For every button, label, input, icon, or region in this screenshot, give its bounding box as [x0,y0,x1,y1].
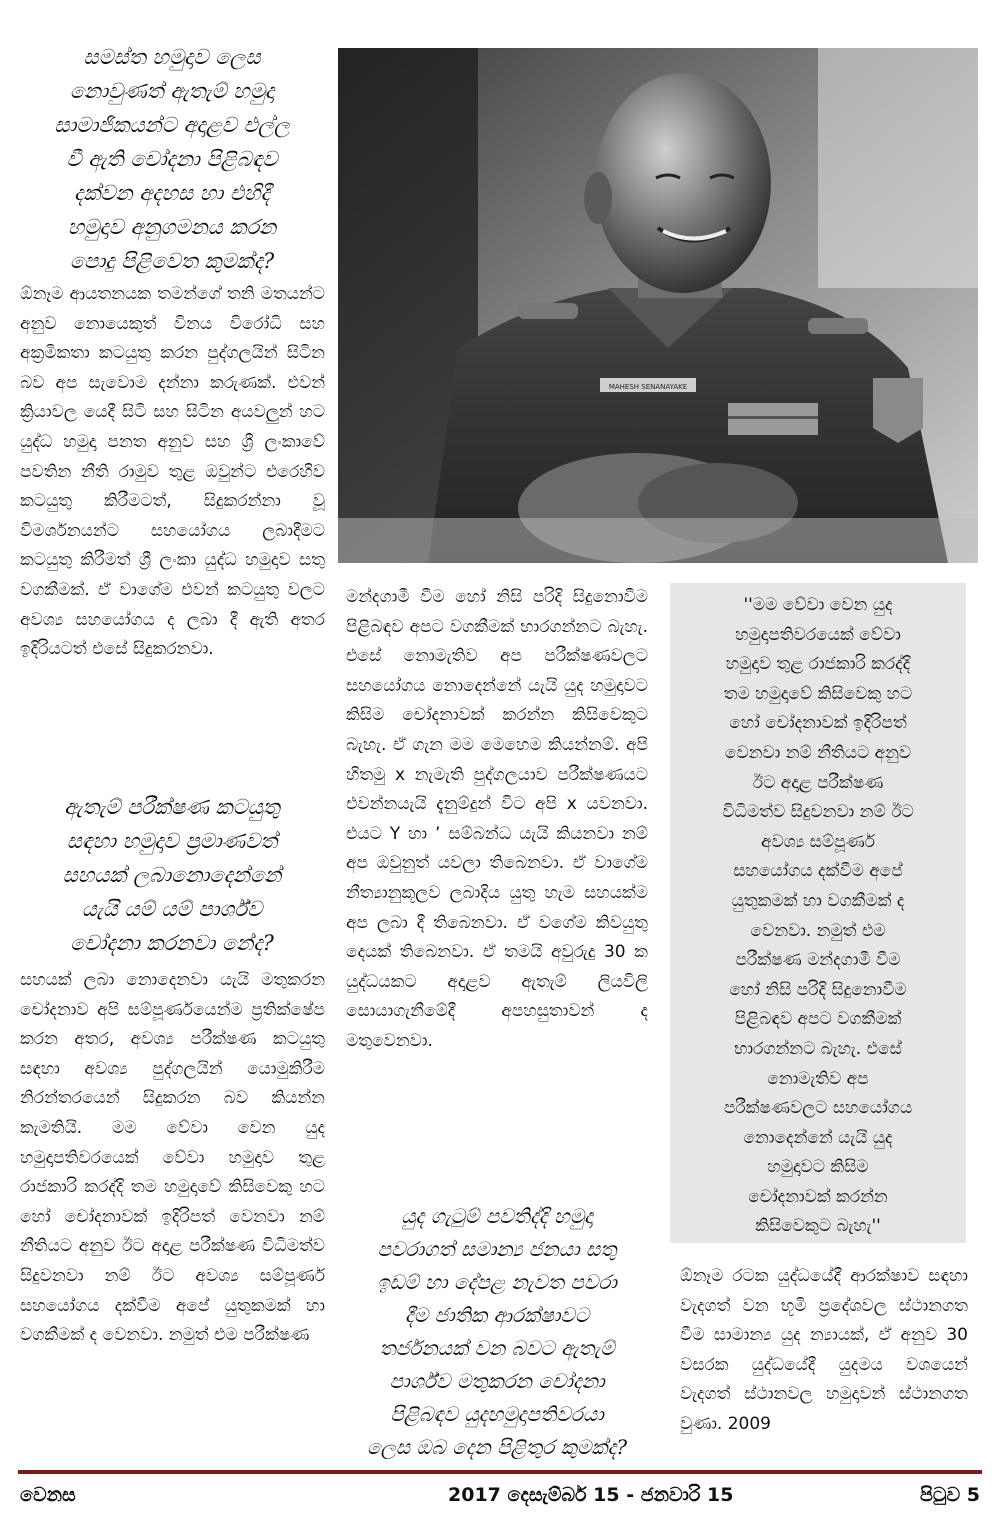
answer-2: සහයක් ලබා නොදෙනවා යැයි මතුකරන චෝදනාව අපි සම්පූර්ණයෙන්ම ප්‍රතික්ෂේප කරන අතර, අවශ්‍ය පරීක්ෂණ කටයුතු සඳහා අවශ්‍ය පුද්ගලයින් යොමුකිරීම නිරන්තරයෙන් සිදුකරන බව කියන්න කැමතියි. මම වේවා වෙන යුද හමුදාපතිවරයෙක් වේවා හමුදාව තුළ රාජකාරි කරද්දි තම හමුදාවේ කිසිවෙකු හට හෝ චෝදනාවක් ඉදිරිපත් වෙනවා නම් නීතියට අනුව ඊට අදාළ පරීක්ෂණ විධිමත්ව සිදුවනවා නම් ඊට අවශ්‍ය සම්පූර්ණ සහයෝගය දක්වීම අපේ යුතුකමක් හා වගකීමක් ද වෙනවා. නමුත් එම පරීක්ෂණ [20,970,325,1346]
answer-4: ඕනෑම රටක යුද්ධයේදී ආරක්ෂාව සඳහා වැදගත් වන භූමි ප්‍රදේශවල ස්ථානගත වීම සාමාන්‍ය යුද න්‍යායක්, ඒ අනුව 30 වසරක යුද්ධයේදී යුදමය වශයෙන් වැදගත් ස්ථානවල හමුදාවන් ස්ථානගත වුණා. 2009 [680,1266,968,1434]
army-commander-photo [338,48,978,563]
page-footer [18,1478,982,1514]
answer-3: මන්දගාමී වීම හෝ නිසි පරිදි සිදුනොවීම පිළිබඳව අපට වගකීමක් භාරගන්නට බැහැ. එසේ නොමැතිව අප පරීක්ෂණවලට සහයෝගය නොදෙන්නේ යැයි යුද හමුදාවට කිසිම චෝදනාවක් කරන්න කිසිවෙකුට බැහැ. ඒ ගැන මම මෙහෙම කියන්නම්. අපි හිතමු x නැමැති පුද්ගලයාව පරීක්ෂණයට එවන්නයැයි දැනුම්දුන් විට අපි x යවනවා. එයට Y හා ’ සම්බන්ධ යැයි කියනවා නම් අප ඔවුනුත් යවලා තිබෙනවා. ඒ වාගේම නීත්‍යානුකූලව ලබාදිය යුතු හැම සහයක්ම අප ලබා දී තිබෙනවා. ඒ වගේම කිවයුතු දෙයක් තිබෙනවා. ඒ තමයි අවුරුදු 30 ක යුද්ධයකට අදාළව ඇතැම් ලියවිලි සොයාගැනීමේදී අපහසුතාවන් ද මතුවෙනවා. [346,587,648,1051]
issue-date: 2017 දෙසැම්බර් 15 - ජනවාරි 15 [448,1484,734,1506]
publication-name: වෙනස [20,1484,76,1506]
question-3: යුද ගැටුම් පවතිද්දි හමුදා පවරාගත් සමාන්‍ය ජනයා සතු ඉඩම් හා දේපළ නැවත පවරා දීම ජාතික ආරක්ෂාවට තර්ජනයක් වන බවට ඇතැම් පාර්ශ්ව මතුකරන චෝදනා පිළිබඳව යුදහමුදාපතිවරයා ලෙස ඔබ දෙන පිළිතුර කුමක්ද? [366,1204,628,1459]
page-number: පිටුව 5 [919,1484,980,1506]
answer-1: ඕනෑම ආයතනයක තමන්ගේ තනි මතයන්ට අනුව නොයෙකුත් විනය විරෝධි සහ අක්‍රමිකතා කටයුතු කරන පුද්ගලයින් සිටින බව අප සැවොම දන්නා කරුණක්. එවන් ක්‍රියාවල යෙදී සිටි සහ සිටින අයවලුන් හට යුද්ධ හමුදා පනත අනුව සහ ශ්‍රී ලංකාවේ පවතින නීති රාමුව තුළ ඔවුන්ට එරෙහිව කටයුතු කිරීමටත්, සිදුකරන්නා වූ විමර්ශනයන්ට සහයෝගය ලබාදීමට කටයුතු කිරීමත් ශ්‍රී ලංකා යුද්ධ හමුදාව සතු වගකීමක්. ඒ වාගේම එවන් කටයුතු වලට අවශ්‍ය සහයෝගය ද ලබා දී ඇති අතර ඉදිරියටත් එසේ සිදුකරනවා. [20,284,325,660]
pull-quote: ''මම වේවා වෙන යුද හමුදාපතිවරයෙක් වේවා හමුදාව තුළ රාජකාරි කරද්දි තම හමුදාවේ කිසිවෙකු හට හෝ චෝදනාවක් ඉදිරිපත් වෙනවා නම් නීතියට අනුව ඊට අදාළ පරීක්ෂණ විධිමත්ව සිදුවනවා නම් ඊට අවශ්‍ය සම්පූර්ණ සහයෝගය දක්වීම අපේ යුතුකමක් හා වගකීමක් ද වෙනවා. නමුත් එම පරීක්ෂණ මන්දගාමී වීම හෝ නිසි පරිදි සිදුනොවීම පිළිබඳව අපට වගකීමක් භාරගන්නට බැහැ. එසේ නොමැතිව අප පරීක්ෂණවලට සහයෝගය නොදෙන්නේ යැයි යුද හමුදාවට කිසිම චෝදනාවක් කරන්න කිසිවෙකුට බැහැ'' [722,595,914,1237]
name-tag: MAHESH SENANAYAKE [608,383,688,391]
question-1: සමස්ත හමුදාව ලෙස නොවුණත් ඇතැම් හමුදා සාමාජිකයන්ට අදාළව එල්ල වී ඇති චෝදනා පිළිබඳව දක්වන අදහස හා එහිදී හමුදාව අනුගමනය කරන පොදු පිළිවෙත කුමක්ද? [54,45,290,273]
portrait-photo [338,48,978,563]
question-2: ඇතැම් පරීක්ෂණ කටයුතු සඳහා හමුදාව ප්‍රමාණවත් සහයක් ලබානොදෙන්නේ යැයි යම් යම් පාර්ශ්ව චෝදනා කරනවා නේද? [62,795,282,955]
footer-rule [18,1470,982,1474]
pull-quote-box [670,583,966,1243]
